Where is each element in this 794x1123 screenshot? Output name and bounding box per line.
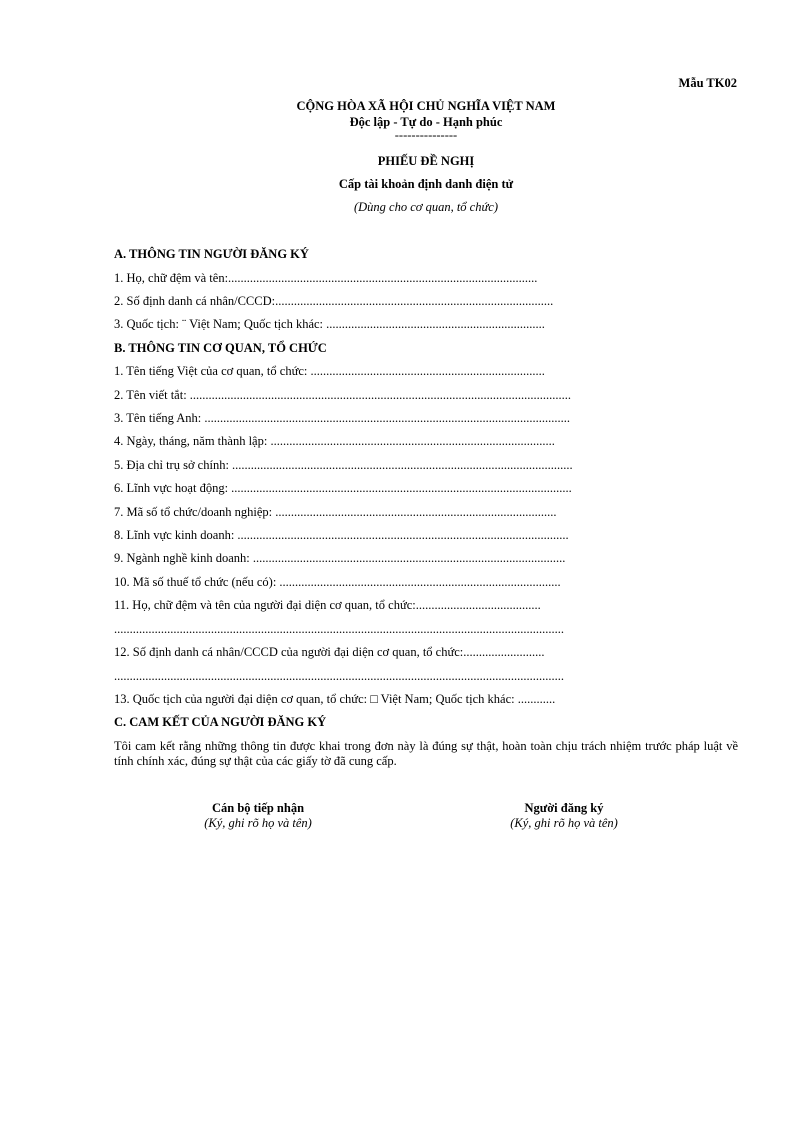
applicant-signature-block [464,801,664,831]
section-b-line-12-continued: ................................................................................................................................................ [114,669,564,683]
document-title: PHIẾU ĐỀ NGHỊ [377,154,475,168]
section-b-line-10: 10. Mã số thuế tổ chức (nếu có): .......................................................................................... [114,575,561,589]
section-c-title: C. CAM KẾT CỦA NGƯỜI ĐĂNG KÝ [114,715,327,729]
receiver-title: Cán bộ tiếp nhận [211,801,305,815]
commitment-text: Tôi cam kết rằng những thông tin được khai trong đơn này là đúng sự thật, hoàn toàn chịu trách nhiệm trước pháp luật về tính chính xác, đúng sự thật của các giấy tờ đã cung cấp. [114,739,738,768]
header-separator: --------------- [394,128,458,142]
form-code: Mẫu TK02 [678,76,737,90]
document-subtitle: Cấp tài khoản định danh điện tử [338,177,514,191]
section-b-line-11: 11. Họ, chữ đệm và tên của người đại diện cơ quan, tổ chức:........................................ [114,598,541,612]
section-b-line-11-continued: ................................................................................................................................................ [114,622,564,636]
section-b-line-3: 3. Tên tiếng Anh: ..................................................................................................................... [114,411,571,425]
section-b-line-6: 6. Lĩnh vực hoạt động: ............................................................................................................. [114,481,572,495]
section-b-line-7: 7. Mã số tổ chức/doanh nghiệp: .......................................................................................... [114,505,557,519]
section-b-line-9: 9. Ngành nghề kinh doanh: .................................................................................................... [114,551,566,565]
section-a-line-2: 2. Số định danh cá nhân/CCCD:......................................................................................... [114,294,554,308]
section-b-line-2: 2. Tên viết tắt: .......................................................................................................................... [114,388,572,402]
section-b-line-4: 4. Ngày, tháng, năm thành lập: ........................................................................................... [114,434,555,448]
nation-heading: CỘNG HÒA XÃ HỘI CHỦ NGHĨA VIỆT NAM [296,99,556,113]
applicant-title: Người đăng ký [524,801,604,815]
document-note: (Dùng cho cơ quan, tổ chức) [353,200,498,214]
section-a-line-1: 1. Họ, chữ đệm và tên:................................................................................................... [114,271,538,285]
section-b-line-8: 8. Lĩnh vực kinh doanh: .......................................................................................................... [114,528,569,542]
receiver-signature-block [158,801,358,831]
receiver-note: (Ký, ghi rõ họ và tên) [204,816,312,830]
section-b-line-13: 13. Quốc tịch của người đại diện cơ quan, tổ chức: □ Việt Nam; Quốc tịch khác: ............ [114,692,556,706]
applicant-note: (Ký, ghi rõ họ và tên) [510,816,618,830]
section-a-line-3: 3. Quốc tịch: ¨ Việt Nam; Quốc tịch khác: ...................................................................... [114,317,545,331]
section-b-title: B. THÔNG TIN CƠ QUAN, TỔ CHỨC [114,341,327,355]
section-b-line-12: 12. Số định danh cá nhân/CCCD của người đại diện cơ quan, tổ chức:.......................... [114,645,545,659]
section-b-line-1: 1. Tên tiếng Việt của cơ quan, tổ chức: ........................................................................... [114,364,545,378]
motto: Độc lập - Tự do - Hạnh phúc [349,115,503,129]
section-b-line-5: 5. Địa chỉ trụ sở chính: ............................................................................................................. [114,458,573,472]
section-a-title: A. THÔNG TIN NGƯỜI ĐĂNG KÝ [114,247,309,261]
